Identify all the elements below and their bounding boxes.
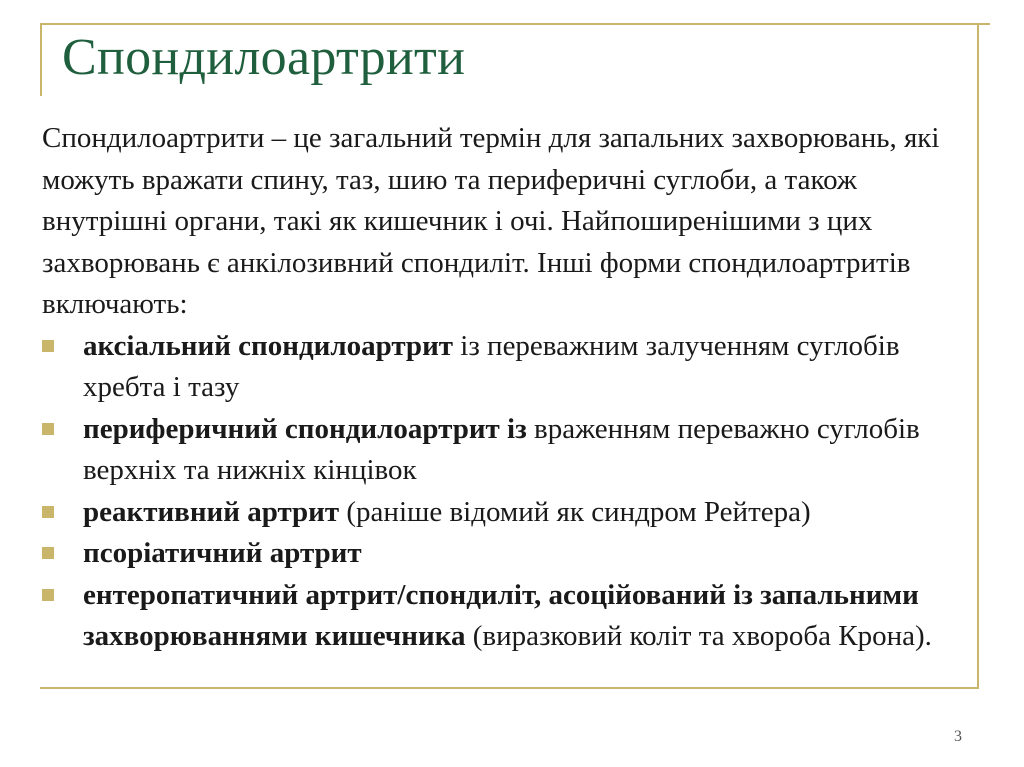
bottom-rule <box>40 687 979 689</box>
list-item <box>42 575 962 658</box>
slide-title: Спондилоартрити <box>62 29 466 86</box>
square-bullet-icon <box>42 547 54 559</box>
item-text: (раніше відомий як синдром Рейтера) <box>339 495 811 528</box>
list-item <box>42 326 962 409</box>
item-bold-text: реактивний артрит <box>83 495 340 528</box>
left-rule <box>40 23 42 96</box>
item-text: (виразковий коліт та хвороба Крона). <box>465 620 932 652</box>
item-bold-text: аксіальний спондилоартрит <box>83 329 454 362</box>
list-item <box>42 492 962 534</box>
square-bullet-icon <box>42 340 54 352</box>
list-item <box>42 533 962 575</box>
item-bold-text: периферичний спондилоартрит із <box>83 412 527 445</box>
square-bullet-icon <box>42 423 54 435</box>
page-number: 3 <box>954 728 962 745</box>
bullet-list <box>42 326 962 658</box>
square-bullet-icon <box>42 506 54 518</box>
item-bold-text: ентеропатичний артрит/спондиліт, асоційований із запальними захворюваннями кишечника <box>83 578 919 652</box>
intro-paragraph: Спондилоартрити – це загальний термін для запальних захворювань, які можуть вражати спину, таз, шию та периферичні суглоби, а також внутрішні органи, такі як кишечник і очі. Найпоширенішими з цих захворювань є анкілозивний спондиліт. Інші форми спондилоартритів включають: <box>42 122 940 320</box>
list-item <box>42 409 962 492</box>
item-text: враженням переважно суглобів верхніх та нижніх кінцівок <box>83 412 920 486</box>
item-text: із переважним залученням суглобів хребта і тазу <box>83 329 900 403</box>
item-bold-text: псоріатичний артрит <box>83 537 362 569</box>
right-rule <box>977 23 979 688</box>
slide-content <box>42 118 962 658</box>
square-bullet-icon <box>42 589 54 601</box>
